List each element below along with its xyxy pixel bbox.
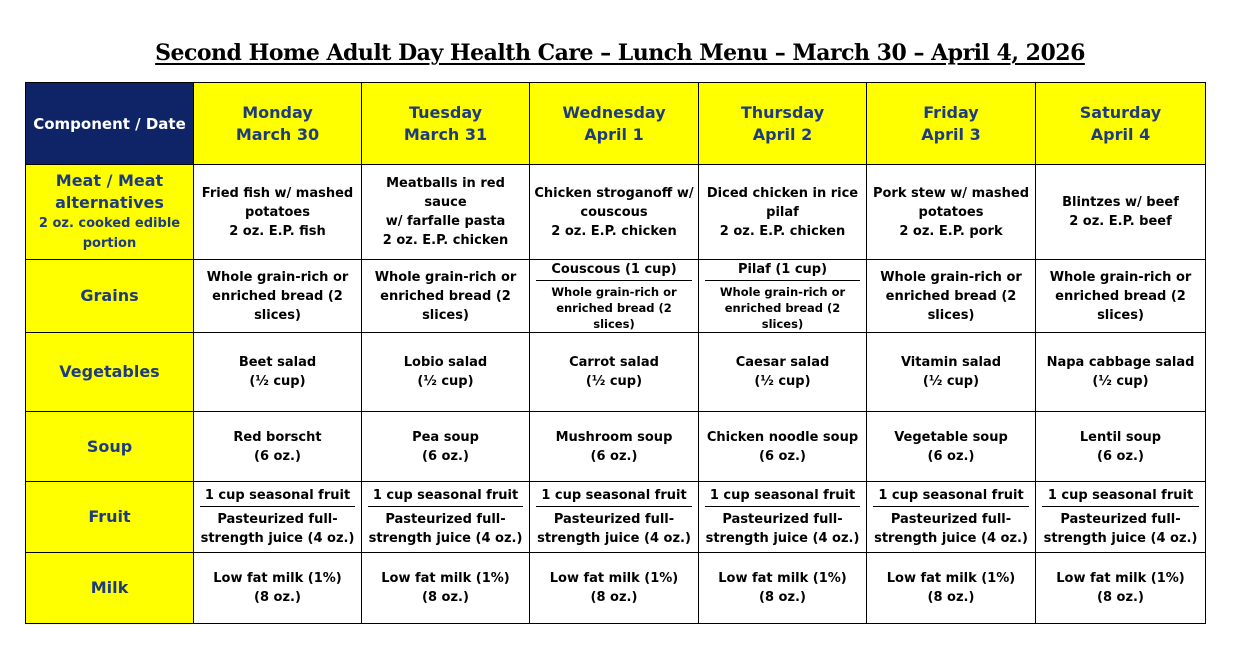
cell-line: slices) [422,307,469,323]
day-name: Wednesday [562,102,666,122]
meat-cell-monday [194,165,362,260]
day-header-friday [867,83,1036,165]
cell-line: Pasteurized full- [722,512,843,527]
fruit-cell-tuesday [362,482,530,553]
cell-line: (6 oz.) [254,448,301,464]
menu-title: Second Home Adult Day Health Care – Lunch Menu – March 30 – April 4, 2026 [155,40,1085,66]
day-name: Friday [923,102,979,122]
cell-line: strength juice (4 oz.) [1043,531,1198,546]
meat-cell-wednesday [530,165,699,260]
cell-line: Red borscht [233,429,322,445]
meat-row-header [26,165,194,260]
cell-line: Whole grain-rich or [1049,269,1192,285]
cell-line: Couscous (1 cup) [536,260,692,281]
cell-line: couscous [580,204,648,220]
cell-line: Lentil soup [1079,429,1162,445]
meat-cell-friday [867,165,1036,260]
meat-cell-tuesday [362,165,530,260]
cell-line: (½ cup) [249,374,306,389]
cell-line: strength juice (4 oz.) [537,531,691,546]
day-name: Monday [242,102,313,122]
day-date: April 3 [921,124,981,144]
fruit-row [26,482,1206,553]
cell-line: (8 oz.) [927,590,975,605]
cell-line: Diced chicken in rice [706,185,859,201]
cell-line: Lobio salad [403,355,488,370]
cell-line: enriched bread (2 slices) [556,301,672,331]
grains-row-header: Grains [26,260,194,333]
grains-cell-tuesday [362,260,530,333]
cell-line: strength juice (4 oz.) [705,531,860,546]
vegetables-cell-tuesday [362,333,530,412]
cell-line: Low fat milk (1%) [549,571,679,586]
vegetables-cell-saturday [1036,333,1206,412]
cell-line: Pasteurized full- [890,512,1012,527]
day-date: March 31 [403,124,488,144]
soup-cell-tuesday [362,412,530,482]
cell-line: strength juice (4 oz.) [368,531,523,546]
cell-line: (6 oz.) [422,448,469,464]
cell-line: Carrot salad [569,355,659,370]
milk-cell-thursday [699,553,867,624]
day-name: Thursday [740,102,825,122]
cell-line: Low fat milk (1%) [886,571,1016,586]
day-header-wednesday [530,83,699,165]
milk-cell-tuesday [362,553,530,624]
day-date: April 2 [752,124,813,144]
cell-line: Pasteurized full- [385,512,506,527]
cell-line: Whole grain-rich or [719,285,846,299]
cell-line: (8 oz.) [759,590,806,605]
fruit-cell-saturday [1036,482,1206,553]
cell-line: Napa cabbage salad [1046,355,1195,370]
cell-line: (6 oz.) [1097,448,1144,464]
cell-line: Low fat milk (1%) [718,571,847,586]
fruit-cell-friday [867,482,1036,553]
meat-cell-thursday [699,165,867,260]
cell-line: Whole grain-rich or [880,269,1022,285]
cell-line: (8 oz.) [590,590,638,605]
day-name: Saturday [1079,102,1162,122]
meat-row [26,165,1206,260]
milk-cell-monday [194,553,362,624]
milk-row [26,553,1206,624]
cell-line: Low fat milk (1%) [381,571,510,586]
fruit-cell-thursday [699,482,867,553]
cell-line: Pork stew w/ mashed [872,185,1030,201]
meat-cell-saturday [1036,165,1206,260]
cell-line: Vegetable soup [894,429,1008,445]
cell-line: 1 cup seasonal fruit [536,486,692,507]
grains-cell-monday [194,260,362,333]
cell-line: potatoes [245,204,310,220]
cell-line: 2 oz. E.P. pork [899,223,1003,239]
cell-line: Meatballs in red sauce [386,176,505,210]
soup-cell-saturday [1036,412,1206,482]
soup-cell-thursday [699,412,867,482]
cell-line: slices) [927,307,975,323]
grains-cell-saturday [1036,260,1206,333]
row-label: alternatives [55,193,164,212]
vegetables-row-header: Vegetables [26,333,194,412]
cell-line: 1 cup seasonal fruit [368,486,523,507]
cell-line: 2 oz. E.P. fish [229,223,326,239]
lunch-menu-table [25,82,1206,624]
cell-line: Whole grain-rich or [551,285,677,299]
cell-line: 2 oz. E.P. chicken [719,223,846,239]
vegetables-cell-monday [194,333,362,412]
cell-line: 2 oz. E.P. beef [1069,214,1172,229]
cell-line: pilaf [766,204,799,220]
cell-line: Low fat milk (1%) [213,571,342,586]
day-name: Tuesday [408,102,483,122]
day-date: March 30 [235,124,320,144]
cell-line: enriched bread (2 [885,288,1017,304]
vegetables-cell-friday [867,333,1036,412]
row-sublabel: 2 oz. cooked edible [38,216,181,231]
cell-line: Vitamin salad [900,355,1002,370]
grains-cell-friday [867,260,1036,333]
milk-row-header: Milk [26,553,194,624]
cell-line: enriched bread (2 slices) [724,301,841,331]
milk-cell-wednesday [530,553,699,624]
cell-line: (6 oz.) [759,448,806,464]
cell-line: Pasteurized full- [1060,512,1181,527]
cell-line: (6 oz.) [927,448,975,464]
cell-line: Pea soup [412,429,479,445]
cell-line: w/ farfalle pasta [385,214,506,229]
cell-line: Caesar salad [735,355,830,370]
cell-line: (½ cup) [1092,374,1149,389]
cell-line: potatoes [918,204,984,220]
day-header-saturday [1036,83,1206,165]
cell-line: 2 oz. E.P. chicken [382,233,509,248]
soup-cell-wednesday [530,412,699,482]
day-header-monday [194,83,362,165]
cell-line: 1 cup seasonal fruit [1042,486,1199,507]
cell-line: Low fat milk (1%) [1056,571,1185,586]
cell-line: (8 oz.) [1097,590,1144,605]
vegetables-cell-wednesday [530,333,699,412]
cell-line: enriched bread (2 [212,288,343,304]
cell-line: slices) [1097,307,1144,323]
cell-line: Chicken noodle soup [706,429,859,445]
cell-line: (8 oz.) [254,590,301,605]
row-label: Meat / Meat [55,171,164,190]
cell-line: (6 oz.) [590,448,638,464]
soup-row [26,412,1206,482]
cell-line: strength juice (4 oz.) [200,531,355,546]
fruit-cell-wednesday [530,482,699,553]
cell-line: (½ cup) [417,374,474,389]
cell-line: slices) [254,307,301,323]
cell-line: Pasteurized full- [217,512,338,527]
cell-line: Whole grain-rich or [206,269,349,285]
cell-line: (½ cup) [585,374,643,389]
vegetables-row [26,333,1206,412]
soup-cell-monday [194,412,362,482]
fruit-row-header: Fruit [26,482,194,553]
cell-line: (½ cup) [922,374,980,389]
cell-line: Mushroom soup [555,429,673,445]
day-date: April 1 [584,124,644,144]
milk-cell-saturday [1036,553,1206,624]
cell-line: Fried fish w/ mashed [201,185,354,201]
grains-cell-thursday [699,260,867,333]
cell-line: Blintzes w/ beef [1062,195,1179,210]
cell-line: Whole grain-rich or [374,269,517,285]
soup-cell-friday [867,412,1036,482]
milk-cell-friday [867,553,1036,624]
soup-row-header: Soup [26,412,194,482]
cell-line: 1 cup seasonal fruit [705,486,860,507]
cell-line: enriched bread (2 [1055,288,1186,304]
cell-line: strength juice (4 oz.) [874,531,1028,546]
cell-line: (8 oz.) [422,590,469,605]
day-date: April 4 [1090,124,1151,144]
row-sublabel: portion [82,236,137,251]
day-header-tuesday [362,83,530,165]
cell-line: Pilaf (1 cup) [705,260,860,281]
cell-line: 1 cup seasonal fruit [200,486,355,507]
component-date-header: Component / Date [26,83,194,165]
header-row [26,83,1206,165]
cell-line: enriched bread (2 [380,288,511,304]
cell-line: 2 oz. E.P. chicken [551,223,677,239]
grains-cell-wednesday [530,260,699,333]
cell-line: Pasteurized full- [553,512,675,527]
cell-line: Beet salad [238,355,317,370]
grains-row [26,260,1206,333]
fruit-cell-monday [194,482,362,553]
cell-line: (½ cup) [754,374,811,389]
vegetables-cell-thursday [699,333,867,412]
day-header-thursday [699,83,867,165]
cell-line: Chicken stroganoff w/ [534,185,694,201]
cell-line: 1 cup seasonal fruit [873,486,1029,507]
